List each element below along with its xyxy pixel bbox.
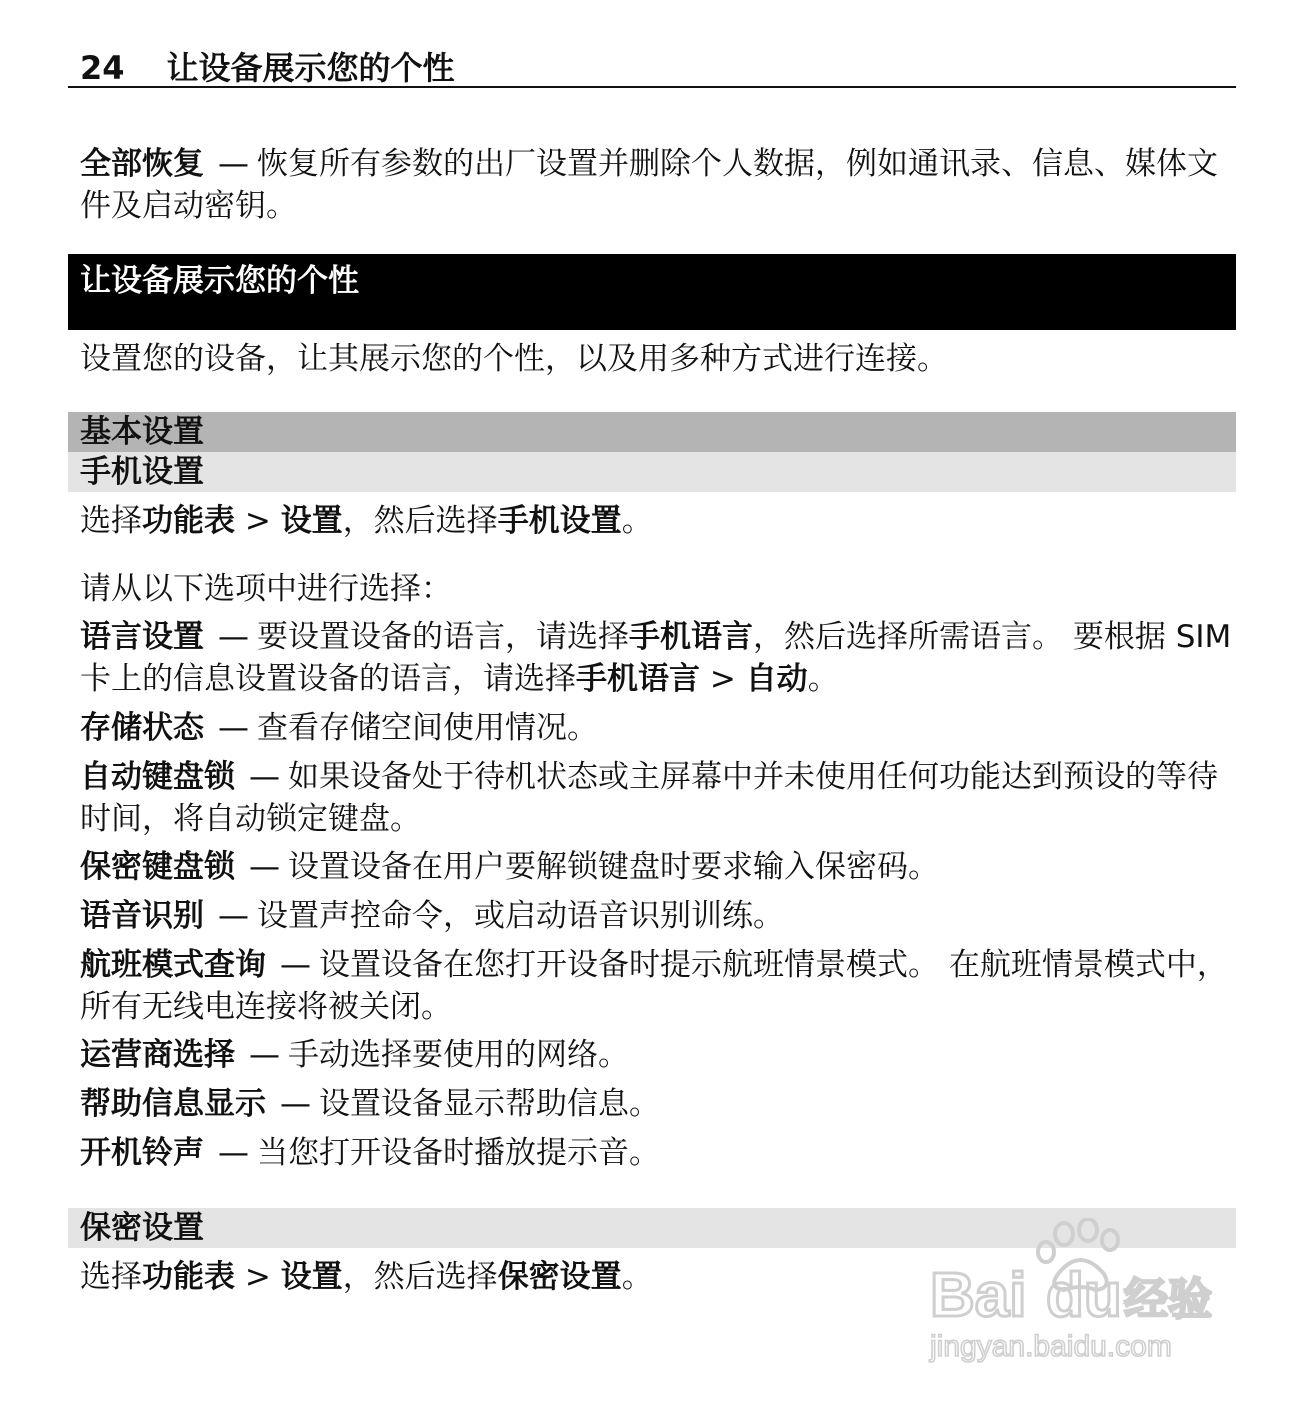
em-dash: — <box>249 1037 280 1073</box>
intro-paragraph <box>80 143 1230 227</box>
storage-status-text: 查看存储空间使用情况。 <box>257 710 598 746</box>
em-dash: — <box>280 947 311 983</box>
path-menu: 功能表 <box>142 503 235 539</box>
running-header <box>80 46 455 90</box>
option-auto-keylock <box>80 756 1230 840</box>
header-rule <box>68 86 1236 88</box>
watermark-logo-text: Bai <box>930 1261 1027 1330</box>
language-link-b: 手机语言 <box>576 661 700 697</box>
language-end: 。 <box>807 661 839 697</box>
path-then: ，然后选择 <box>342 1259 498 1295</box>
language-sep: > <box>700 661 746 697</box>
em-dash: — <box>218 146 249 182</box>
choose-prompt: 请从以下选项中进行选择： <box>80 571 452 607</box>
language-text-a: 要设置设备的语言，请选择 <box>257 619 629 655</box>
em-dash: — <box>249 849 280 885</box>
term-flight-query: 航班模式查询 <box>80 947 266 983</box>
path-select: 选择 <box>80 1259 142 1295</box>
flight-query-text: 设置设备在您打开设备时提示航班情景模式。 在航班情景模式中，所有无线电连接将被关闭。 <box>80 947 1228 1025</box>
term-reset-all: 全部恢复 <box>80 146 204 182</box>
phone-settings-heading <box>68 452 1236 492</box>
term-language: 语言设置 <box>80 619 204 655</box>
em-dash: — <box>280 1086 311 1122</box>
phone-settings-path <box>80 500 1230 542</box>
em-dash: — <box>218 898 249 934</box>
term-startup-tone: 开机铃声 <box>80 1135 204 1171</box>
path-settings: 设置 <box>280 1259 343 1295</box>
term-voice-recognition: 语音识别 <box>80 898 204 934</box>
path-target: 保密设置 <box>497 1259 622 1295</box>
operator-selection-text: 手动选择要使用的网络。 <box>288 1037 629 1073</box>
baidu-jingyan-watermark <box>928 1218 1228 1368</box>
watermark-url: jingyan.baidu.com <box>930 1330 1172 1363</box>
path-menu: 功能表 <box>142 1259 235 1295</box>
page-number: 24 <box>80 49 125 87</box>
em-dash: — <box>218 710 249 746</box>
language-text-b: ，然后选择所需语言。 要根据 SIM 卡上的信息设置设备的语言，请选择 <box>80 619 1232 697</box>
path-end: 。 <box>621 503 653 539</box>
option-flight-query <box>80 944 1230 1028</box>
option-security-keylock <box>80 846 1230 888</box>
term-operator-selection: 运营商选择 <box>80 1037 235 1073</box>
term-storage-status: 存储状态 <box>80 710 204 746</box>
auto-keylock-text: 如果设备处于待机状态或主屏幕中并未使用任何功能达到预设的等待时间，将自动锁定键盘。 <box>80 759 1218 837</box>
term-help-display: 帮助信息显示 <box>80 1086 266 1122</box>
option-language <box>80 616 1240 700</box>
reset-all-description: 恢复所有参数的出厂设置并删除个人数据，例如通讯录、信息、媒体文件及启动密钥。 <box>80 146 1218 224</box>
path-separator: > <box>235 1259 281 1295</box>
watermark-logo-text-2: du <box>1046 1261 1122 1330</box>
option-startup-tone <box>80 1132 1230 1174</box>
path-end: 。 <box>621 1259 653 1295</box>
watermark-logo-cn: 经验 <box>1124 1274 1212 1325</box>
section-title: 让设备展示您的个性 <box>80 263 359 299</box>
basic-settings-title: 基本设置 <box>80 414 204 450</box>
option-help-display <box>80 1083 1230 1125</box>
security-keylock-text: 设置设备在用户要解锁键盘时要求输入保密码。 <box>288 849 939 885</box>
section-description: 设置您的设备，让其展示您的个性，以及用多种方式进行连接。 <box>80 341 948 377</box>
term-auto-keylock: 自动键盘锁 <box>80 759 235 795</box>
path-separator: > <box>235 503 281 539</box>
phone-settings-title: 手机设置 <box>80 454 204 490</box>
basic-settings-heading <box>68 412 1236 452</box>
path-settings: 设置 <box>280 503 343 539</box>
em-dash: — <box>218 1135 249 1171</box>
option-storage-status <box>80 707 1230 749</box>
language-link-a: 手机语言 <box>629 619 753 655</box>
chapter-title: 让设备展示您的个性 <box>166 49 455 87</box>
option-operator-selection <box>80 1034 1230 1076</box>
section-heading-bar <box>68 254 1236 330</box>
help-display-text: 设置设备显示帮助信息。 <box>319 1086 660 1122</box>
voice-recognition-text: 设置声控命令，或启动语音识别训练。 <box>257 898 784 934</box>
option-voice-recognition <box>80 895 1230 937</box>
term-security-keylock: 保密键盘锁 <box>80 849 235 885</box>
language-link-c: 自动 <box>745 661 808 697</box>
security-settings-title: 保密设置 <box>80 1210 204 1246</box>
path-select: 选择 <box>80 503 142 539</box>
em-dash: — <box>249 759 280 795</box>
path-target: 手机设置 <box>497 503 622 539</box>
em-dash: — <box>218 619 249 655</box>
startup-tone-text: 当您打开设备时播放提示音。 <box>257 1135 660 1171</box>
path-then: ，然后选择 <box>342 503 498 539</box>
